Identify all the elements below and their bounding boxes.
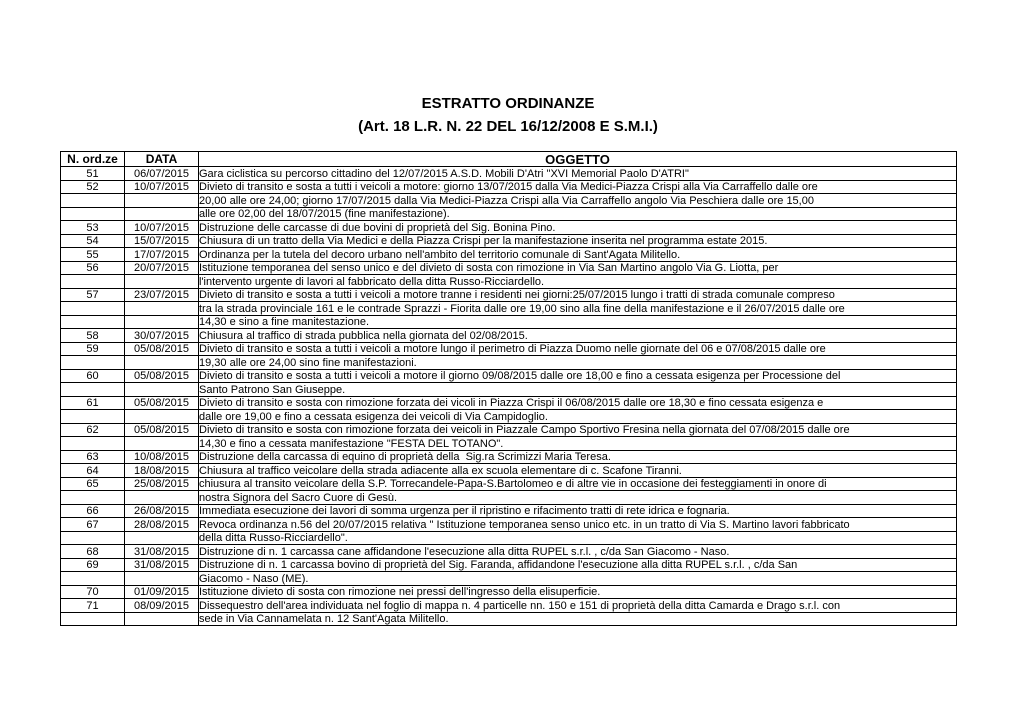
table-row — [61, 248, 957, 262]
date-cell: 06/07/2015 — [125, 167, 199, 181]
table-row — [61, 504, 957, 518]
subject-cell: della ditta Russo-Ricciardello". — [199, 531, 957, 545]
document-title: ESTRATTO ORDINANZE — [421, 95, 595, 112]
ordinance-number-cell — [61, 207, 125, 221]
date-cell — [125, 572, 199, 586]
table-row-continuation — [61, 491, 957, 505]
ordinance-number-cell: 62 — [61, 423, 125, 437]
ordinance-number-cell — [61, 612, 125, 626]
subject-cell: Immediata esecuzione dei lavori di somma urgenza per il ripristino e rifacimento tratti di rete idrica e fognaria. — [199, 504, 957, 518]
ordinance-number-cell: 59 — [61, 342, 125, 356]
date-cell — [125, 437, 199, 451]
date-cell: 05/08/2015 — [125, 423, 199, 437]
subject-cell: Divieto di transito e sosta con rimozione forzata dei veicoli in Piazzale Campo Sportivo Fresina nella giornata del 07/08/2015 dalle ore — [199, 423, 957, 437]
table-row-continuation — [61, 315, 957, 329]
table-row — [61, 545, 957, 559]
ordinance-number-cell — [61, 356, 125, 370]
subject-cell: Revoca ordinanza n.56 del 20/07/2015 relativa " Istituzione temporanea senso unico etc. in un tratto di Via S. Martino lavori fabbricato — [199, 518, 957, 532]
table-row — [61, 477, 957, 491]
date-cell: 08/09/2015 — [125, 599, 199, 613]
date-cell: 01/09/2015 — [125, 585, 199, 599]
subject-cell: sede in Via Cannamelata n. 12 Sant'Agata Militello. — [199, 612, 957, 626]
date-cell — [125, 302, 199, 316]
subject-cell: Distruzione della carcassa di equino di proprietà della Sig.ra Scrimizzi Maria Teresa. — [199, 450, 957, 464]
ordinance-number-cell: 53 — [61, 221, 125, 235]
date-cell — [125, 315, 199, 329]
table-row — [61, 167, 957, 181]
ordinance-number-cell: 71 — [61, 599, 125, 613]
column-header-date: DATA — [125, 152, 199, 167]
date-cell — [125, 612, 199, 626]
ordinance-number-cell: 54 — [61, 234, 125, 248]
subject-cell: chiusura al transito veicolare della S.P. Torrecandele-Papa-S.Bartolomeo e di altre vie in occasione dei festeggiamenti in onore di — [199, 477, 957, 491]
table-row-continuation — [61, 194, 957, 208]
table-row — [61, 369, 957, 383]
ordinance-number-cell: 55 — [61, 248, 125, 262]
date-cell: 15/07/2015 — [125, 234, 199, 248]
table-row-continuation — [61, 612, 957, 626]
table-row — [61, 599, 957, 613]
ordinance-number-cell — [61, 383, 125, 397]
table-row — [61, 450, 957, 464]
table-header-row — [61, 152, 957, 167]
date-cell: 05/08/2015 — [125, 396, 199, 410]
subject-cell: tra la strada provinciale 161 e le contrade Sprazzi - Fiorita dalle ore 19,00 sino alla fine della manifestazione e il 26/07/2015 dalle ore — [199, 302, 957, 316]
subject-cell: Chiusura al traffico veicolare della strada adiacente alla ex scuola elementare di c. Scafone Tiranni. — [199, 464, 957, 478]
table-row-continuation — [61, 572, 957, 586]
table-row — [61, 558, 957, 572]
ordinance-number-cell: 67 — [61, 518, 125, 532]
ordinance-number-cell: 56 — [61, 261, 125, 275]
column-header-number: N. ord.ze — [61, 152, 125, 167]
ordinance-number-cell — [61, 194, 125, 208]
table-row — [61, 180, 957, 194]
table-row — [61, 396, 957, 410]
table-row — [61, 585, 957, 599]
ordinance-number-cell: 51 — [61, 167, 125, 181]
date-cell: 31/08/2015 — [125, 558, 199, 572]
date-cell — [125, 194, 199, 208]
ordinance-number-cell — [61, 302, 125, 316]
ordinance-number-cell: 52 — [61, 180, 125, 194]
ordinance-number-cell — [61, 531, 125, 545]
subject-cell: Dissequestro dell'area individuata nel foglio di mappa n. 4 particelle nn. 150 e 151 di proprietà della ditta Camarda e Drago s.r.l. con — [199, 599, 957, 613]
table-row-continuation — [61, 531, 957, 545]
table-row-continuation — [61, 275, 957, 289]
document-subtitle: (Art. 18 L.R. N. 22 DEL 16/12/2008 E S.M.I.) — [358, 118, 658, 135]
date-cell: 25/08/2015 — [125, 477, 199, 491]
date-cell: 10/08/2015 — [125, 450, 199, 464]
date-cell: 28/08/2015 — [125, 518, 199, 532]
subject-cell: Istituzione divieto di sosta con rimozione nei pressi dell'ingresso della elisuperficie. — [199, 585, 957, 599]
subject-cell: nostra Signora del Sacro Cuore di Gesù. — [199, 491, 957, 505]
subject-cell: 20,00 alle ore 24,00; giorno 17/07/2015 dalla Via Medici-Piazza Crispi alla Via Carraffello angolo Via Peschiera dalle ore 15,00 — [199, 194, 957, 208]
date-cell: 05/08/2015 — [125, 369, 199, 383]
ordinance-number-cell — [61, 437, 125, 451]
ordinance-number-cell: 60 — [61, 369, 125, 383]
ordinance-number-cell — [61, 410, 125, 424]
subject-cell: 14,30 e sino a fine manitestazione. — [199, 315, 957, 329]
date-cell — [125, 275, 199, 289]
subject-cell: Istituzione temporanea del senso unico e del divieto di sosta con rimozione in Via San Martino angolo Via G. Liotta, per — [199, 261, 957, 275]
ordinance-number-cell — [61, 572, 125, 586]
table-row-continuation — [61, 302, 957, 316]
subject-cell: alle ore 02,00 del 18/07/2015 (fine manifestazione). — [199, 207, 957, 221]
date-cell: 18/08/2015 — [125, 464, 199, 478]
table-row-continuation — [61, 410, 957, 424]
ordinance-number-cell: 57 — [61, 288, 125, 302]
ordinance-number-cell: 70 — [61, 585, 125, 599]
date-cell: 26/08/2015 — [125, 504, 199, 518]
subject-cell: Divieto di transito e sosta a tutti i veicoli a motore lungo il perimetro di Piazza Duomo nelle giornate del 06 e 07/08/2015 dalle ore — [199, 342, 957, 356]
date-cell — [125, 410, 199, 424]
ordinance-number-cell — [61, 275, 125, 289]
subject-cell: dalle ore 19,00 e fino a cessata esigenza dei veicoli di Via Campidoglio. — [199, 410, 957, 424]
table-row — [61, 234, 957, 248]
ordinances-table — [60, 151, 957, 626]
date-cell: 30/07/2015 — [125, 329, 199, 343]
date-cell: 05/08/2015 — [125, 342, 199, 356]
date-cell: 23/07/2015 — [125, 288, 199, 302]
subject-cell: Distruzione di n. 1 carcassa bovino di proprietà del Sig. Faranda, affidandone l'esecuzione alla ditta RUPEL s.r.l. , c/da San — [199, 558, 957, 572]
ordinance-number-cell: 68 — [61, 545, 125, 559]
table-body — [61, 167, 957, 626]
date-cell — [125, 207, 199, 221]
date-cell — [125, 491, 199, 505]
table-row — [61, 261, 957, 275]
subject-cell: Divieto di transito e sosta a tutti i veicoli a motore il giorno 09/08/2015 dalle ore 18,00 e fino a cessata esigenza per Processione del — [199, 369, 957, 383]
ordinance-number-cell — [61, 315, 125, 329]
ordinance-number-cell — [61, 491, 125, 505]
table-row-continuation — [61, 207, 957, 221]
table-row-continuation — [61, 437, 957, 451]
ordinance-number-cell: 69 — [61, 558, 125, 572]
subject-cell: Chiusura al traffico di strada pubblica nella giornata del 02/08/2015. — [199, 329, 957, 343]
ordinance-number-cell: 64 — [61, 464, 125, 478]
table-row — [61, 342, 957, 356]
subject-cell: Distruzione di n. 1 carcassa cane affidandone l'esecuzione alla ditta RUPEL s.r.l. , c/da San Giacomo - Naso. — [199, 545, 957, 559]
date-cell: 31/08/2015 — [125, 545, 199, 559]
subject-cell: 14,30 e fino a cessata manifestazione "FESTA DEL TOTANO". — [199, 437, 957, 451]
date-cell: 20/07/2015 — [125, 261, 199, 275]
table-row — [61, 329, 957, 343]
subject-cell: Divieto di transito e sosta a tutti i veicoli a motore: giorno 13/07/2015 dalla Via Medici-Piazza Crispi alla Via Carraffello dalle ore — [199, 180, 957, 194]
column-header-subject: OGGETTO — [199, 152, 957, 167]
subject-cell: Gara ciclistica su percorso cittadino del 12/07/2015 A.S.D. Mobili D'Atri "XVI Memorial Paolo D'ATRI" — [199, 167, 957, 181]
ordinance-number-cell: 63 — [61, 450, 125, 464]
subject-cell: Divieto di transito e sosta con rimozione forzata dei vicoli in Piazza Crispi il 06/08/2015 dalle ore 18,30 e fino cessata esigenza e — [199, 396, 957, 410]
date-cell — [125, 531, 199, 545]
subject-cell: Santo Patrono San Giuseppe. — [199, 383, 957, 397]
table-row — [61, 464, 957, 478]
table-row — [61, 288, 957, 302]
subject-cell: Chiusura di un tratto della Via Medici e della Piazza Crispi per la manifestazione inserita nel programma estate 2015. — [199, 234, 957, 248]
table-row-continuation — [61, 383, 957, 397]
subject-cell: 19,30 alle ore 24,00 sino fine manifestazioni. — [199, 356, 957, 370]
table-row — [61, 423, 957, 437]
date-cell: 10/07/2015 — [125, 221, 199, 235]
date-cell — [125, 383, 199, 397]
date-cell: 17/07/2015 — [125, 248, 199, 262]
ordinance-number-cell: 61 — [61, 396, 125, 410]
ordinance-number-cell: 58 — [61, 329, 125, 343]
subject-cell: Distruzione delle carcasse di due bovini di proprietà del Sig. Bonina Pino. — [199, 221, 957, 235]
table-row-continuation — [61, 356, 957, 370]
date-cell — [125, 356, 199, 370]
subject-cell: l'intervento urgente di lavori al fabbricato della ditta Russo-Ricciardello. — [199, 275, 957, 289]
subject-cell: Divieto di transito e sosta a tutti i veicoli a motore tranne i residenti nei giorni:25/07/2015 lungo i tratti di strada comunale compreso — [199, 288, 957, 302]
ordinance-number-cell: 66 — [61, 504, 125, 518]
ordinance-number-cell: 65 — [61, 477, 125, 491]
date-cell: 10/07/2015 — [125, 180, 199, 194]
table-row — [61, 221, 957, 235]
table-row — [61, 518, 957, 532]
subject-cell: Ordinanza per la tutela del decoro urbano nell'ambito del territorio comunale di Sant'Agata Militello. — [199, 248, 957, 262]
subject-cell: Giacomo - Naso (ME). — [199, 572, 957, 586]
document-title-block — [60, 92, 956, 138]
